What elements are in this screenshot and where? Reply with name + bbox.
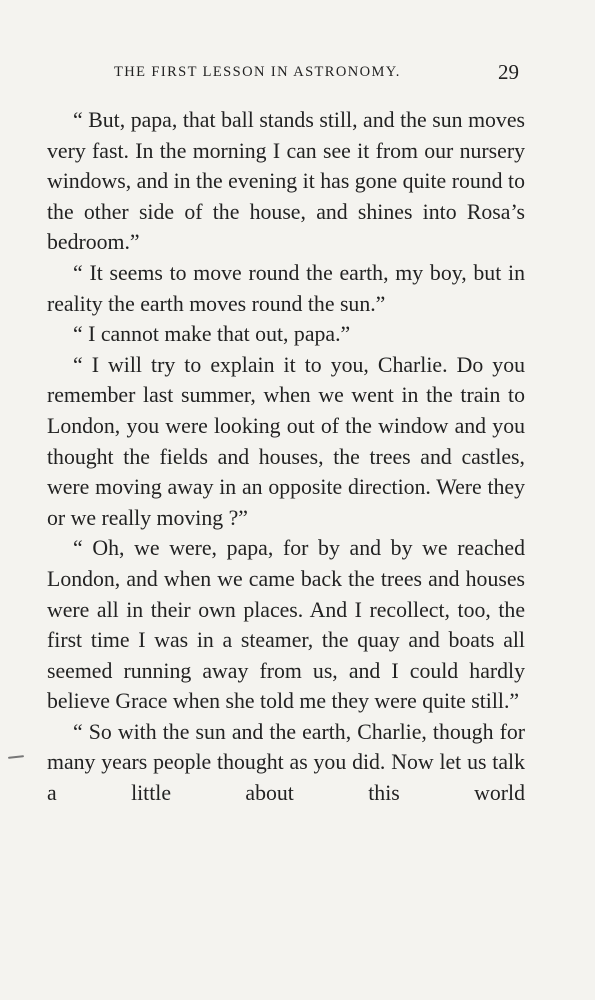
paragraph: “ But, papa, that ball stands still, and the sun moves very fast. In the morning I can see it from our nursery windows, and in the evening it has gone quite round to the other side of the house, and shines into Rosa’s bedroom.”: [47, 108, 525, 255]
running-head: [114, 62, 519, 86]
paragraph: “ It seems to move round the earth, my boy, but in reality the earth moves round the sun.”: [47, 260, 525, 316]
running-title: THE FIRST LESSON IN ASTRONOMY.: [114, 64, 401, 80]
margin-ink-mark: [8, 755, 24, 759]
paragraph: “ Oh, we were, papa, for by and by we reached London, and when we came back the trees and houses were all in their own places. And I recollect, too, the first time I was in a steamer, the quay and boats all seemed running away from us, and I could hardly believe Grace when she told me they were quite still.”: [47, 536, 525, 714]
page-number: 29: [498, 60, 519, 84]
paragraph: “ I cannot make that out, papa.”: [73, 322, 351, 347]
paragraph: “ I will try to explain it to you, Charlie. Do you remember last summer, when we went in the train to London, you were looking out of the window and you thought the fields and houses, the trees and castles, were moving away in an opposite direction. Were they or we really moving ?”: [47, 352, 525, 530]
paragraph: “ So with the sun and the earth, Charlie, though for many years people thought as you did. Now let us talk a little about this world: [47, 719, 525, 806]
body-text: [47, 105, 525, 809]
